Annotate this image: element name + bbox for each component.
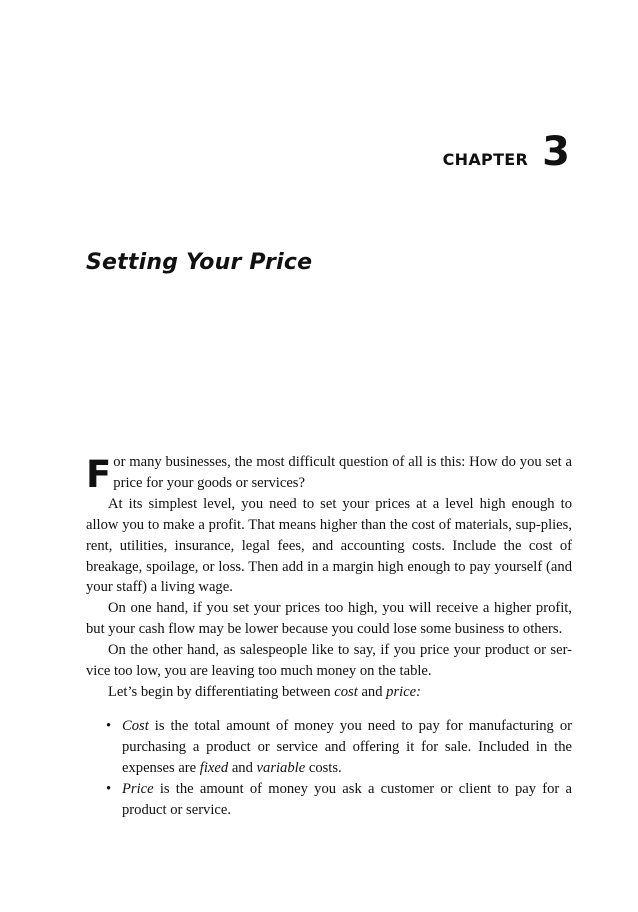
chapter-heading bbox=[442, 129, 570, 175]
intro-paragraph bbox=[86, 452, 572, 494]
paragraph: At its simplest level, you need to set your prices at a level high enough to allow you to make a profit. That means higher than the cost of materials, sup-plies, rent, utilities, insurance, legal fees, and accounting costs. Include the cost of breakage, spoilage, or loss. Then add in a margin high enough to pay yourself (and your staff) a living wage. bbox=[86, 495, 572, 596]
definition-term: Cost bbox=[122, 717, 149, 734]
term-cost: cost bbox=[334, 683, 358, 700]
bullet-icon: • bbox=[106, 780, 112, 797]
list-item bbox=[106, 779, 572, 821]
lead-in-and: and bbox=[357, 683, 387, 700]
drop-cap: F bbox=[86, 453, 112, 496]
list-item bbox=[106, 716, 572, 779]
lead-in-paragraph bbox=[86, 682, 572, 703]
definition-text: is the total amount of money you need to pay for manufacturing or purchasing a product or service and offering it for sale. Included in the expenses are bbox=[122, 717, 572, 776]
bullet-icon: • bbox=[106, 717, 112, 734]
intro-text: or many businesses, the most difficult question of all is this: How do you set a price for your goods or services? bbox=[113, 454, 572, 491]
emphasis-variable: variable bbox=[256, 759, 306, 776]
page-title: Setting Your Price bbox=[86, 250, 313, 275]
definition-text: costs. bbox=[305, 759, 342, 776]
body-text bbox=[86, 452, 572, 820]
chapter-label: CHAPTER bbox=[442, 150, 529, 169]
paragraph: On the other hand, as salespeople like to say, if you price your product or ser-vice too low, you are leaving too much money on the table. bbox=[86, 642, 572, 680]
term-price: price: bbox=[386, 683, 422, 700]
definition-text: and bbox=[228, 759, 257, 776]
lead-in-text: Let’s begin by differentiating between bbox=[108, 683, 335, 700]
chapter-number: 3 bbox=[542, 129, 570, 175]
definition-list bbox=[86, 716, 572, 821]
paragraph: On one hand, if you set your prices too high, you will receive a higher profit, but your cash flow may be lower because you could lose some business to others. bbox=[86, 600, 572, 638]
definition-term: Price bbox=[122, 780, 154, 797]
emphasis-fixed: fixed bbox=[199, 759, 229, 776]
definition-text: is the amount of money you ask a customer or client to pay for a product or service. bbox=[122, 780, 572, 818]
